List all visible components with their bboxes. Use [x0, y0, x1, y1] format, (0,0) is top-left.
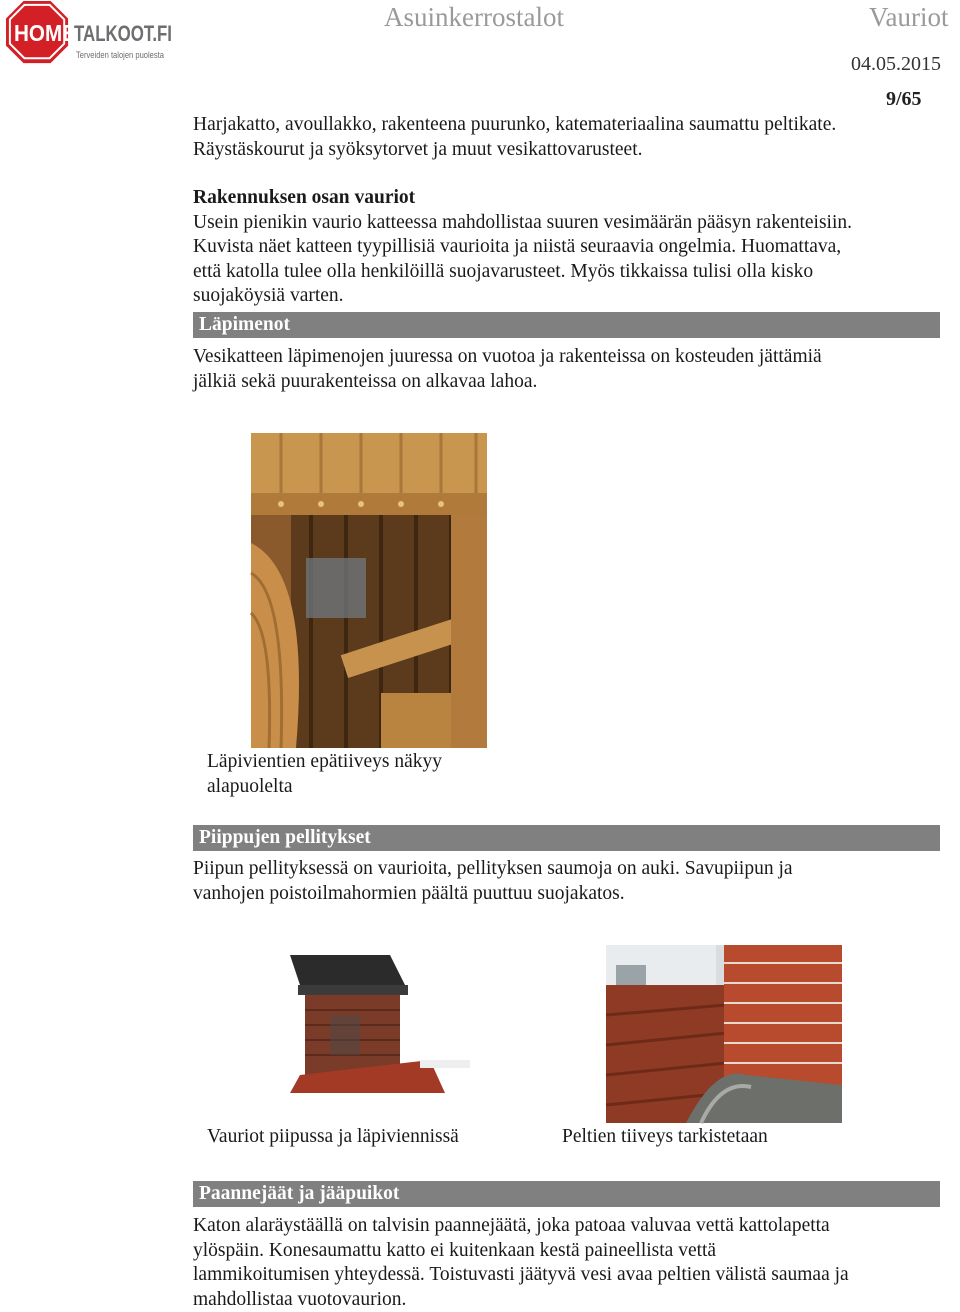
damage-heading: Rakennuksen osan vauriot	[193, 187, 416, 208]
chimney-caption-left: Vauriot piipussa ja läpiviennissä	[207, 1126, 459, 1147]
ice-line: lammikoitumisen yhteydessä. Toistuvasti jäätyvä vesi avaa peltien välistä saumaa ja	[193, 1264, 849, 1286]
damage-line: Usein pienikin vaurio katteessa mahdollistaa suuren vesimäärän pääsyn rakenteisiin.	[193, 211, 853, 233]
page-number: 9/65	[886, 88, 922, 110]
intro-line: Räystäskourut ja syöksytorvet ja muut vesikattovarusteet.	[193, 138, 643, 160]
logo-tagline: Terveiden talojen puolesta	[76, 50, 164, 60]
caption-line: alapuolelta	[207, 775, 293, 797]
penetrations-caption	[207, 750, 442, 799]
attic-penetration-photo	[251, 433, 487, 748]
damage-line: Kuvista näet katteen tyypillisiä vaurioita ja niistä seuraavia ongelmia. Huomattava,	[193, 236, 842, 258]
ice-text	[193, 1214, 938, 1312]
damage-line: suojaköysiä varten.	[193, 285, 344, 307]
penetrations-text	[193, 345, 938, 394]
caption-line: Läpivientien epätiiveys näkyy	[207, 751, 443, 772]
hometalkoot-logo[interactable]	[6, 2, 176, 64]
damage-section	[193, 186, 938, 309]
section-bar-chimneys: Piippujen pellitykset	[193, 825, 940, 851]
header-section: Vauriot	[869, 2, 949, 32]
ice-line: ylöspäin. Konesaumattu katto ei kuitenkaan kestä paineellista vettä	[193, 1239, 717, 1261]
chimneys-text	[193, 857, 938, 906]
logo-talkoot-text: TALKOOT.FI	[74, 21, 172, 46]
section-bar-penetrations: Läpimenot	[193, 312, 940, 338]
intro-line: Harjakatto, avoullakko, rakenteena puurunko, katemateriaalina saumattu peltikate.	[193, 114, 837, 135]
header-category: Asuinkerrostalot	[384, 2, 564, 32]
penetrations-line: jälkiä sekä puurakenteissa on alkavaa lahoa.	[193, 370, 538, 392]
chimneys-line: vanhojen poistoilmahormien päältä puuttuu suojakatos.	[193, 882, 625, 904]
intro-text	[193, 113, 938, 162]
section-bar-ice: Paannejäät ja jääpuikot	[193, 1181, 940, 1207]
penetrations-line: Vesikatteen läpimenojen juuressa on vuotoa ja rakenteissa on kosteuden jättämiä	[193, 346, 822, 367]
chimneys-line: Piipun pellityksessä on vaurioita, pellityksen saumoja on auki. Savupiipun ja	[193, 858, 793, 879]
chimney-caption-right: Peltien tiiveys tarkistetaan	[562, 1126, 768, 1147]
damage-line: että katolla tulee olla henkilöillä suojavarusteet. Myös tikkaissa tulisi olla kisko	[193, 260, 814, 282]
ice-line: Katon alaräystäällä on talvisin paannejäätä, joka patoaa valuvaa vettä kattolapetta	[193, 1215, 830, 1236]
header-date: 04.05.2015	[851, 53, 941, 75]
chimney-damage-photo	[270, 955, 470, 1093]
logo-home-text: HOME	[14, 20, 76, 46]
ice-line: mahdollistaa vuotovaurion.	[193, 1288, 407, 1310]
chimney-flashing-photo	[606, 945, 842, 1123]
